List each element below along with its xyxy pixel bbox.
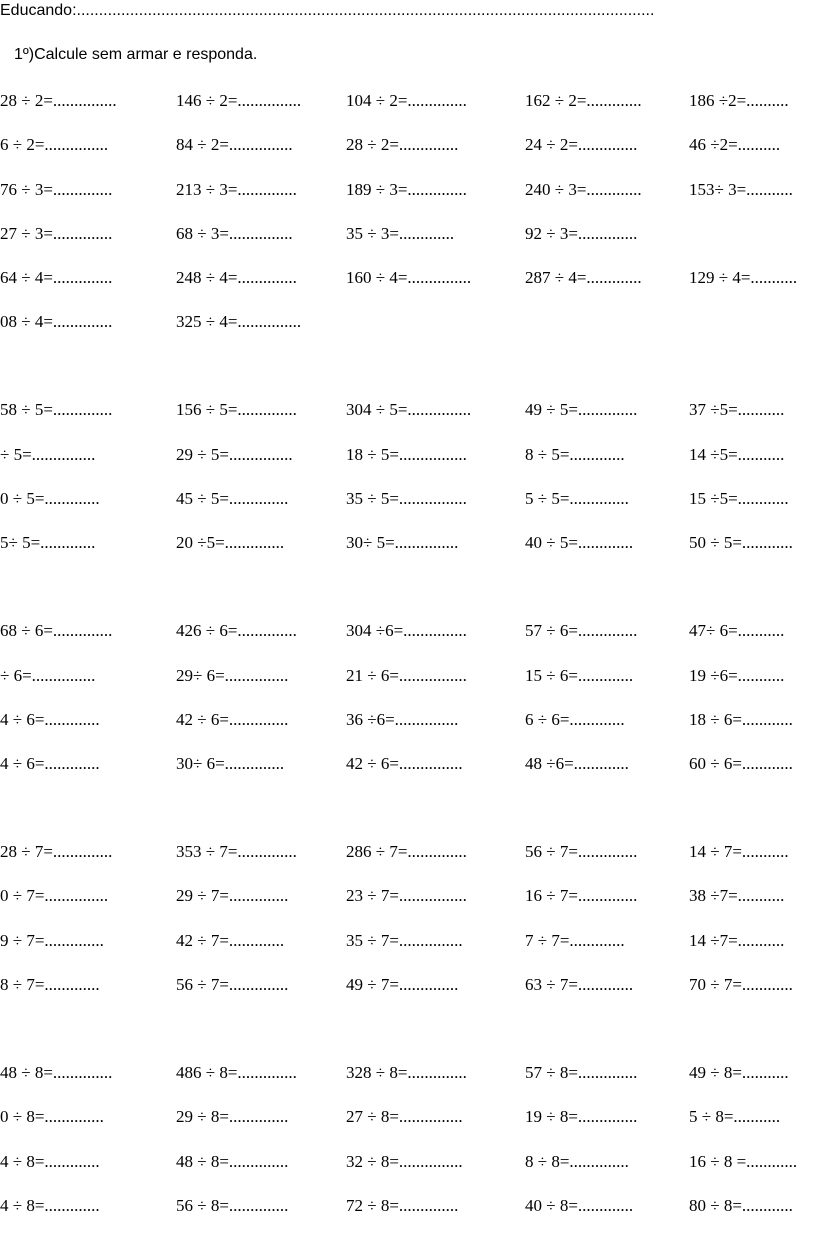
division-exercise[interactable]: 325 ÷ 4=............... <box>176 312 302 331</box>
division-exercise[interactable]: ÷ 5=............... <box>0 445 96 464</box>
division-exercise[interactable]: 32 ÷ 8=............... <box>346 1152 463 1171</box>
exercise-row <box>0 487 840 511</box>
exercise-row <box>0 884 840 908</box>
division-exercise[interactable]: 304 ÷ 5=............... <box>346 400 472 419</box>
division-exercise[interactable]: 0 ÷ 8=.............. <box>0 1107 104 1126</box>
division-exercise[interactable]: 304 ÷6=............... <box>346 621 467 640</box>
exercise-row <box>0 1105 840 1129</box>
division-exercise[interactable]: 146 ÷ 2=............... <box>176 91 302 110</box>
division-exercise[interactable]: 46 ÷2=.......... <box>689 135 781 154</box>
division-exercise[interactable]: 35 ÷ 7=............... <box>346 931 463 950</box>
division-exercise[interactable]: 48 ÷ 8=.............. <box>0 1063 113 1082</box>
exercise-row <box>0 443 840 467</box>
division-exercise[interactable]: 42 ÷ 6=.............. <box>176 710 289 729</box>
division-exercise[interactable]: 156 ÷ 5=.............. <box>176 400 297 419</box>
exercise-row <box>0 1194 840 1218</box>
division-exercise[interactable]: 7 ÷ 7=............. <box>525 931 625 950</box>
division-exercise[interactable]: 45 ÷ 5=.............. <box>176 489 289 508</box>
division-exercise[interactable]: 27 ÷ 3=.............. <box>0 224 113 243</box>
division-exercise[interactable]: 58 ÷ 5=.............. <box>0 400 113 419</box>
division-exercise[interactable]: 189 ÷ 3=.............. <box>346 180 467 199</box>
division-exercise[interactable]: 08 ÷ 4=.............. <box>0 312 113 331</box>
division-exercise[interactable]: 248 ÷ 4=.............. <box>176 268 297 287</box>
division-exercise[interactable]: 27 ÷ 8=............... <box>346 1107 463 1126</box>
exercise-row <box>0 89 840 113</box>
exercise-row <box>0 222 840 246</box>
division-exercise[interactable]: 63 ÷ 7=............. <box>525 975 634 994</box>
division-exercise[interactable]: 5÷ 5=............. <box>0 533 96 552</box>
division-exercise[interactable]: 40 ÷ 5=............. <box>525 533 634 552</box>
exercise-row <box>0 664 840 688</box>
division-exercise[interactable]: 14 ÷7=........... <box>689 931 785 950</box>
division-exercise[interactable]: 35 ÷ 5=................ <box>346 489 467 508</box>
division-exercise[interactable]: 426 ÷ 6=.............. <box>176 621 297 640</box>
division-exercise[interactable]: 328 ÷ 8=.............. <box>346 1063 467 1082</box>
division-exercise[interactable]: 29 ÷ 7=.............. <box>176 886 289 905</box>
division-exercise[interactable]: 8 ÷ 5=............. <box>525 445 625 464</box>
division-exercise[interactable]: 72 ÷ 8=.............. <box>346 1196 459 1215</box>
division-exercise[interactable]: 38 ÷7=........... <box>689 886 785 905</box>
division-exercise[interactable]: 16 ÷ 7=.............. <box>525 886 638 905</box>
division-exercise[interactable]: 56 ÷ 8=.............. <box>176 1196 289 1215</box>
division-exercise[interactable]: 16 ÷ 8 =............ <box>689 1152 798 1171</box>
division-exercise[interactable]: 486 ÷ 8=.............. <box>176 1063 297 1082</box>
division-exercise[interactable]: 60 ÷ 6=............ <box>689 754 793 773</box>
exercise-instructions: 1º)Calcule sem armar e responda. <box>14 46 258 63</box>
division-exercise[interactable]: 240 ÷ 3=............. <box>525 180 642 199</box>
division-exercise[interactable]: 4 ÷ 8=............. <box>0 1196 100 1215</box>
division-exercise[interactable]: 19 ÷6=........... <box>689 666 785 685</box>
division-exercise[interactable]: 47÷ 6=........... <box>689 621 785 640</box>
division-exercise[interactable]: 5 ÷ 8=........... <box>689 1107 781 1126</box>
exercise-row <box>0 752 840 776</box>
exercise-row <box>0 1061 840 1085</box>
division-exercise[interactable]: 49 ÷ 8=........... <box>689 1063 789 1082</box>
division-exercise[interactable]: 20 ÷5=.............. <box>176 533 285 552</box>
division-exercise[interactable]: 14 ÷ 7=........... <box>689 842 789 861</box>
division-exercise[interactable]: 0 ÷ 5=............. <box>0 489 100 508</box>
division-exercise[interactable]: 92 ÷ 3=.............. <box>525 224 638 243</box>
division-exercise[interactable]: 24 ÷ 2=.............. <box>525 135 638 154</box>
division-exercise[interactable]: 57 ÷ 6=.............. <box>525 621 638 640</box>
division-exercise[interactable]: 286 ÷ 7=.............. <box>346 842 467 861</box>
division-exercise[interactable]: 23 ÷ 7=................ <box>346 886 467 905</box>
division-exercise[interactable]: 64 ÷ 4=.............. <box>0 268 113 287</box>
division-exercise[interactable]: 50 ÷ 5=............ <box>689 533 793 552</box>
division-exercise[interactable]: 213 ÷ 3=.............. <box>176 180 297 199</box>
division-exercise[interactable]: 21 ÷ 6=................ <box>346 666 467 685</box>
division-exercise[interactable]: 37 ÷5=........... <box>689 400 785 419</box>
division-exercise[interactable]: 18 ÷ 5=................ <box>346 445 467 464</box>
division-exercise[interactable]: 30÷ 6=.............. <box>176 754 285 773</box>
division-exercise[interactable]: 4 ÷ 8=............. <box>0 1152 100 1171</box>
exercise-row <box>0 708 840 732</box>
division-exercise[interactable]: 160 ÷ 4=............... <box>346 268 472 287</box>
division-exercise[interactable]: 49 ÷ 7=.............. <box>346 975 459 994</box>
exercise-row <box>0 178 840 202</box>
division-exercise[interactable]: 5 ÷ 5=.............. <box>525 489 629 508</box>
division-exercise[interactable]: 15 ÷5=............ <box>689 489 789 508</box>
division-exercise[interactable]: 76 ÷ 3=.............. <box>0 180 113 199</box>
exercise-row <box>0 973 840 997</box>
division-exercise[interactable]: 18 ÷ 6=............ <box>689 710 793 729</box>
division-exercise[interactable]: 57 ÷ 8=.............. <box>525 1063 638 1082</box>
division-exercise[interactable]: 29÷ 6=............... <box>176 666 289 685</box>
division-exercise[interactable]: 35 ÷ 3=............. <box>346 224 455 243</box>
exercise-row <box>0 929 840 953</box>
division-exercise[interactable]: 6 ÷ 6=............. <box>525 710 625 729</box>
division-exercise[interactable]: 15 ÷ 6=............. <box>525 666 634 685</box>
division-exercise[interactable]: 40 ÷ 8=............. <box>525 1196 634 1215</box>
exercise-row <box>0 133 840 157</box>
division-exercise[interactable]: 14 ÷5=........... <box>689 445 785 464</box>
division-exercise[interactable]: 186 ÷2=.......... <box>689 91 789 110</box>
division-exercise[interactable]: 29 ÷ 5=............... <box>176 445 293 464</box>
exercise-row <box>0 531 840 555</box>
division-exercise[interactable]: ÷ 6=............... <box>0 666 96 685</box>
division-exercise[interactable]: 4 ÷ 6=............. <box>0 710 100 729</box>
division-exercise[interactable]: 153÷ 3=........... <box>689 180 793 199</box>
exercise-row <box>0 398 840 422</box>
division-exercise[interactable]: 68 ÷ 3=............... <box>176 224 293 243</box>
division-exercise[interactable]: 56 ÷ 7=.............. <box>176 975 289 994</box>
division-exercise[interactable]: 42 ÷ 7=............. <box>176 931 285 950</box>
division-exercise[interactable]: 29 ÷ 8=.............. <box>176 1107 289 1126</box>
exercise-row <box>0 310 840 334</box>
division-exercise[interactable]: 9 ÷ 7=.............. <box>0 931 104 950</box>
division-exercise[interactable]: 19 ÷ 8=.............. <box>525 1107 638 1126</box>
division-exercise[interactable]: 129 ÷ 4=........... <box>689 268 798 287</box>
division-exercise[interactable]: 28 ÷ 2=.............. <box>346 135 459 154</box>
division-exercise[interactable]: 84 ÷ 2=............... <box>176 135 293 154</box>
division-exercise[interactable]: 42 ÷ 6=............... <box>346 754 463 773</box>
exercise-row <box>0 266 840 290</box>
division-exercise[interactable]: 70 ÷ 7=............ <box>689 975 793 994</box>
exercise-row <box>0 619 840 643</box>
division-exercise[interactable]: 8 ÷ 8=.............. <box>525 1152 629 1171</box>
division-exercise[interactable]: 0 ÷ 7=............... <box>0 886 109 905</box>
exercise-row <box>0 840 840 864</box>
division-exercise[interactable]: 48 ÷ 8=.............. <box>176 1152 289 1171</box>
division-exercise[interactable]: 30÷ 5=............... <box>346 533 459 552</box>
division-exercise[interactable]: 104 ÷ 2=.............. <box>346 91 467 110</box>
division-exercise[interactable]: 36 ÷6=............... <box>346 710 459 729</box>
division-exercise[interactable]: 6 ÷ 2=............... <box>0 135 109 154</box>
division-exercise[interactable]: 28 ÷ 2=............... <box>0 91 117 110</box>
exercise-row <box>0 1150 840 1174</box>
division-exercise[interactable]: 353 ÷ 7=.............. <box>176 842 297 861</box>
division-exercise[interactable]: 8 ÷ 7=............. <box>0 975 100 994</box>
division-exercise[interactable]: 287 ÷ 4=............. <box>525 268 642 287</box>
division-exercise[interactable]: 49 ÷ 5=.............. <box>525 400 638 419</box>
division-exercise[interactable]: 4 ÷ 6=............. <box>0 754 100 773</box>
division-exercise[interactable]: 56 ÷ 7=.............. <box>525 842 638 861</box>
division-exercise[interactable]: 80 ÷ 8=............ <box>689 1196 793 1215</box>
division-exercise[interactable]: 68 ÷ 6=.............. <box>0 621 113 640</box>
division-exercise[interactable]: 162 ÷ 2=............. <box>525 91 642 110</box>
student-name-field[interactable]: Educando:.................................................................................................................................. <box>0 2 655 19</box>
division-exercise[interactable]: 48 ÷6=............. <box>525 754 629 773</box>
division-exercise[interactable]: 28 ÷ 7=.............. <box>0 842 113 861</box>
